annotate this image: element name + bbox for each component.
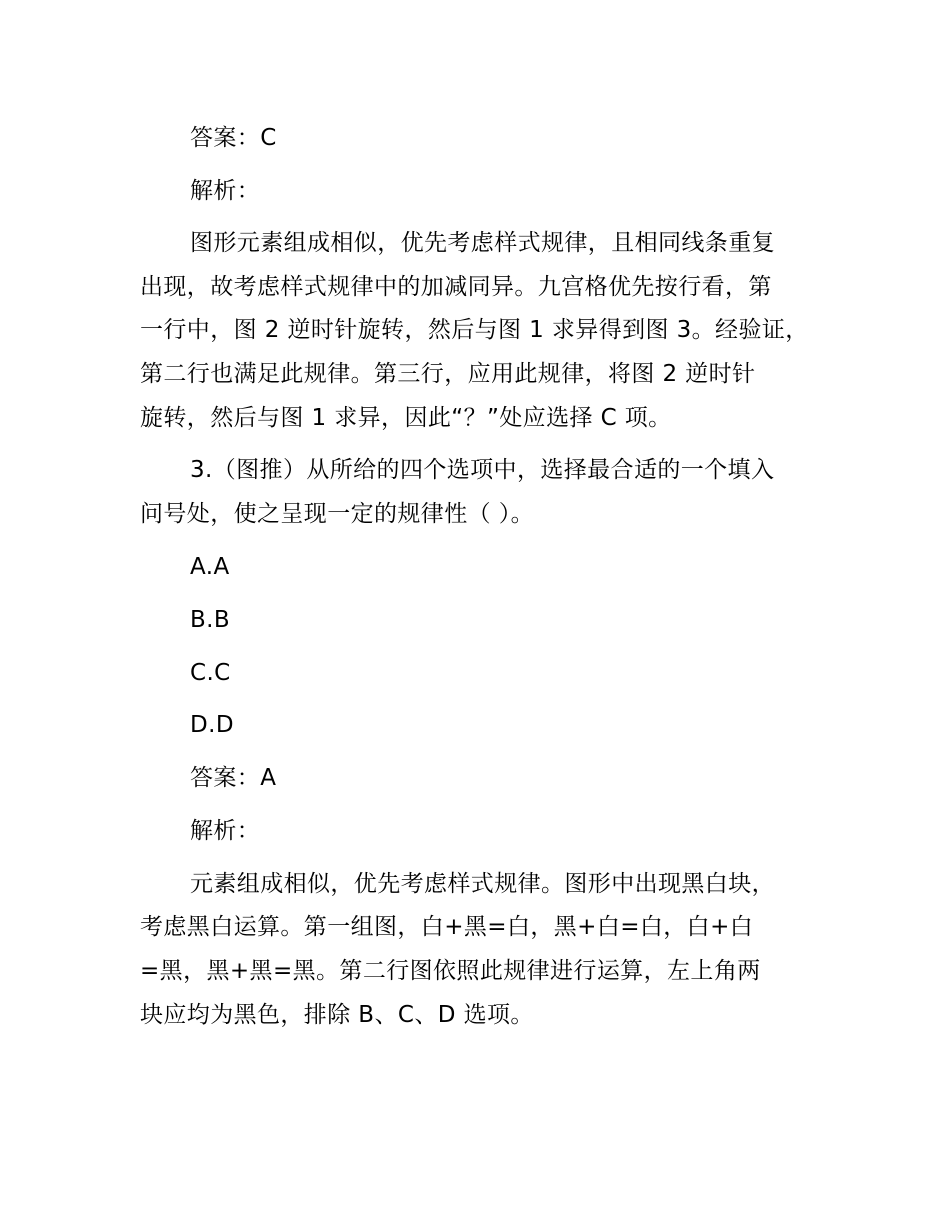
q2-analysis-label: 解析： — [190, 178, 261, 204]
q3-explanation-line: 考虑黑白运算。第一组图，白+黑=白，黑+白=白，白+白 — [140, 914, 754, 940]
q3-option-b: B.B — [190, 607, 231, 633]
q2-explanation-line: 第二行也满足此规律。第三行，应用此规律，将图 2 逆时针 — [140, 361, 756, 387]
q3-explanation-line: 元素组成相似，优先考虑样式规律。图形中出现黑白块， — [190, 871, 775, 897]
q2-explanation-line: 图形元素组成相似，优先考虑样式规律，且相同线条重复 — [190, 230, 775, 256]
q2-explanation-line: 一行中，图 2 逆时针旋转，然后与图 1 求异得到图 3。经验证， — [140, 317, 809, 343]
q3-question-line: 3.（图推）从所给的四个选项中，选择最合适的一个填入 — [190, 457, 775, 483]
q3-explanation-line: =黑，黑+黑=黑。第二行图依照此规律进行运算，左上角两 — [140, 958, 761, 984]
q3-option-c: C.C — [190, 660, 231, 686]
q3-option-a: A.A — [190, 554, 230, 580]
q2-explanation-line: 旋转，然后与图 1 求异，因此“？”处应选择 C 项。 — [140, 405, 672, 431]
q3-option-d: D.D — [190, 712, 234, 738]
q2-explanation-line: 出现，故考虑样式规律中的加减同异。九宫格优先按行看，第 — [140, 274, 772, 300]
q3-explanation-line: 块应均为黑色，排除 B、C、D 选项。 — [140, 1002, 534, 1028]
q3-answer: 答案：A — [190, 765, 277, 791]
q3-analysis-label: 解析： — [190, 818, 261, 844]
q3-question-line: 问号处，使之呈现一定的规律性（ ）。 — [140, 501, 535, 527]
q2-answer: 答案：C — [190, 125, 277, 151]
